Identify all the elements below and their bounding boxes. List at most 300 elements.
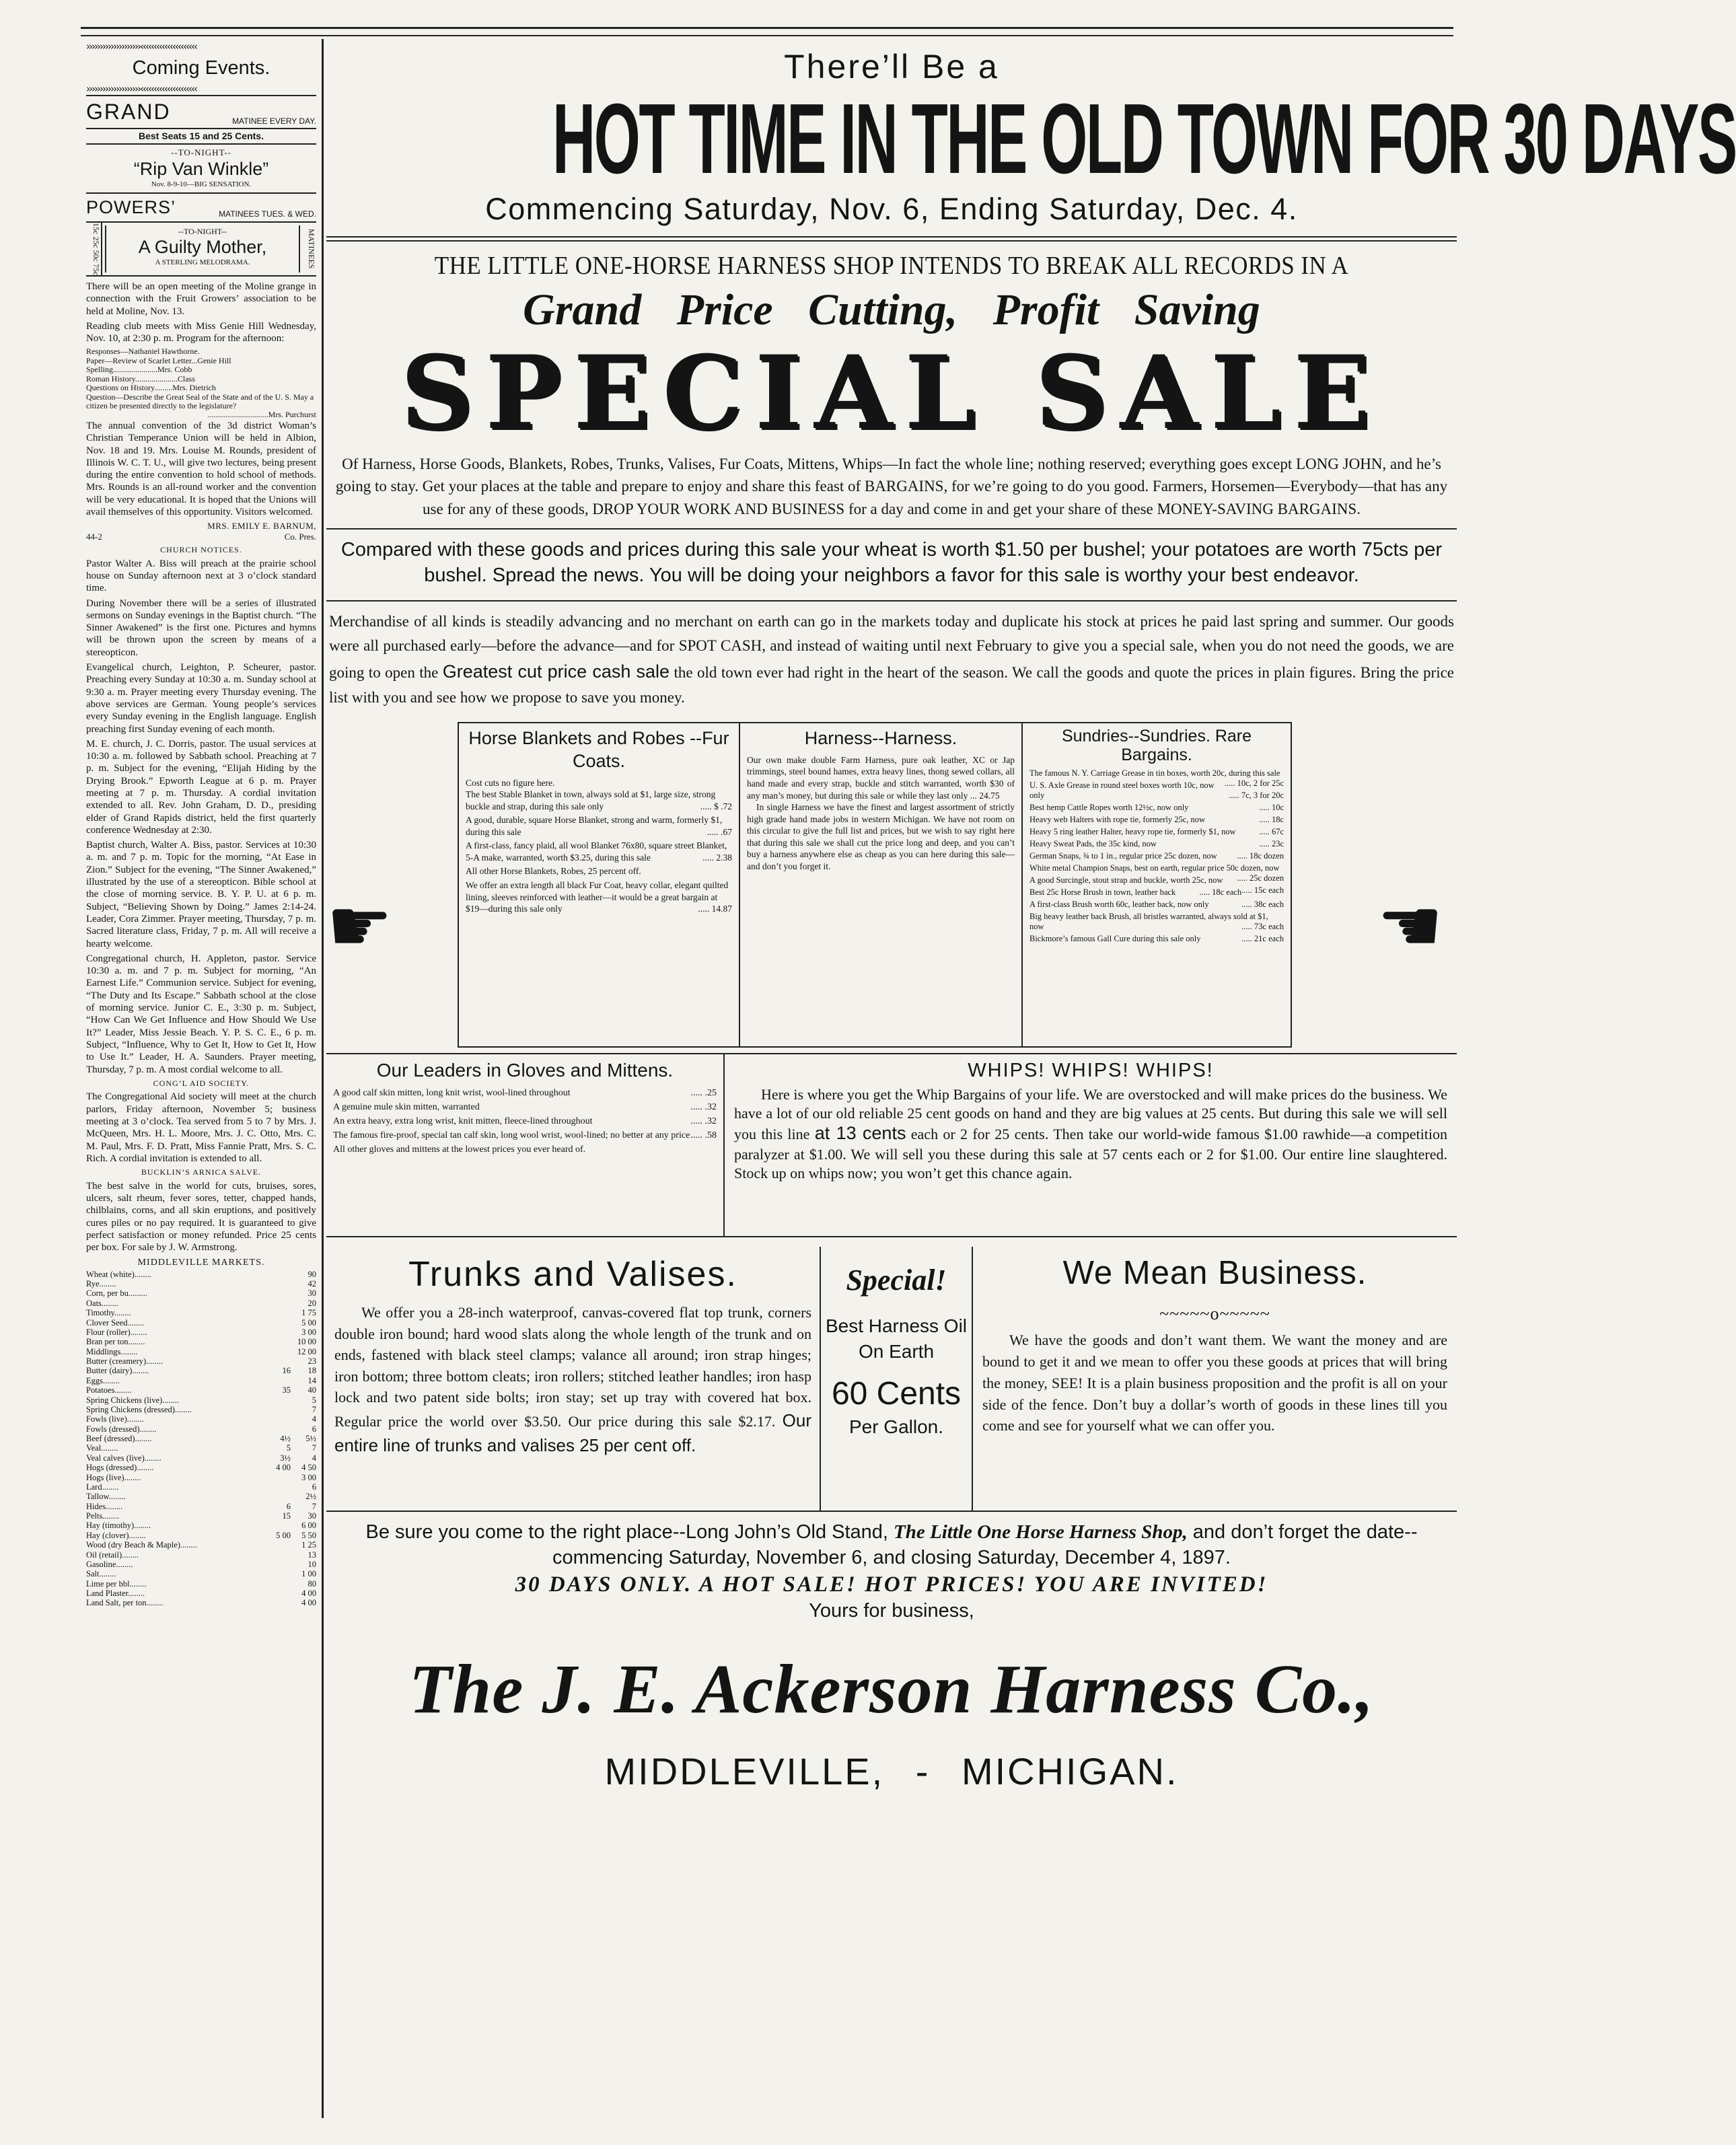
harness-p1: Our own make double Farm Harness, pure oak leather, XC or Jap trimmings, steel bound hames, extra heavy lines, thong sewed collars, all hand made and every strap, buckle and stitch warranted, worth $30 of any man’s money, but during this sale or while they last only ... 24.75 <box>747 754 1015 801</box>
whips-title: WHIPS! WHIPS! WHIPS! <box>968 1060 1214 1082</box>
market-low: 4 00 <box>276 1463 291 1473</box>
market-row <box>86 1550 316 1560</box>
play-1-note: Nov. 8-9-10—BIG SENSATION. <box>86 180 316 193</box>
blanket-item <box>466 865 732 877</box>
blankets-title: Horse Blankets and Robes --Fur Coats. <box>468 728 729 771</box>
market-item: Land Salt, per ton........ <box>86 1598 164 1608</box>
market-price: 4 <box>312 1414 316 1424</box>
market-price: 6 <box>312 1424 316 1434</box>
rule <box>326 528 1457 530</box>
wctu-title: Co. Pres. <box>284 532 316 542</box>
market-price: 7 <box>312 1404 316 1414</box>
market-price: 4 50 <box>301 1463 316 1473</box>
powers-matinee: MATINEES TUES. & WED. <box>219 209 316 219</box>
market-item: Timothy........ <box>86 1308 131 1318</box>
company-name: The J. E. Ackerson Harness Co., <box>408 1650 1375 1728</box>
market-item: Hogs (dressed)........ <box>86 1463 154 1473</box>
market-low <box>264 1492 291 1501</box>
coming-events-heading: Coming Events. <box>132 57 270 79</box>
market-low <box>264 1308 291 1317</box>
market-row <box>86 1356 316 1366</box>
gloves-title: Our Leaders in Gloves and Mittens. <box>376 1060 674 1081</box>
market-row <box>86 1521 316 1530</box>
trunks-text-body: We offer you a 28-inch waterproof, canvas-covered flat top trunk, corners double iron bound; hard wood slats along the whole length of the trunk and on ends, fastened with black steel clamps; valance all around; iron strap hinges; iron bottom; three bottom cleats; iron rollers; stitched leather handles; iron hasp lock and two patent side bolts; iron stay; set up tray with covered hat box. Regular price the world over $3.50. Our price during this sale $2.17. <box>334 1304 811 1430</box>
commencing-line: Commencing Saturday, Nov. 6, Ending Saturday, Dec. 4. <box>485 191 1298 226</box>
grange-notice: There will be an open meeting of the Moline grange in connection with the Fruit Growers’ association to be held at Moline, Nov. 13. <box>86 281 316 317</box>
sundry-item-text: Best 25c Horse Brush in town, leather back <box>1029 887 1176 898</box>
merch-text-big: Greatest cut price cash sale <box>442 661 670 682</box>
market-row <box>86 1434 316 1443</box>
sundry-item-price: ..... 73c each <box>1241 922 1284 932</box>
trunks-box <box>326 1247 821 1511</box>
grand-price-cutting-text: Grand Price Cutting, <box>523 285 958 334</box>
sundry-item-price: ..... 18c <box>1259 815 1284 825</box>
whips-text-b: each or 2 for 25 cents. Then take our world-wide famous $1.00 rawhide—a competition paralyzer at $1.00. We will sell you these during this sale at 57 cents each or 2 for $1.00. Our entire line slaughtered. Stock up on whips now; you won’t get this chance again. <box>734 1126 1448 1181</box>
aid-society-notice: The Congregational Aid society will meet at the church parlors, Friday afternoon, November 5; business meeting at 3 o’clock. Tea served from 5 to 7 by Mrs. J. McQueen, Mrs. H. L. Moore, Mrs. J. C. Otto, Mrs. C. M. Paul, Mrs. F. D. Pratt, Miss Fannie Pratt, Mrs. S. C. Rich. A cordial invitation is extended to all. <box>86 1091 316 1164</box>
grand-matinee: MATINEE EVERY DAY. <box>232 116 316 126</box>
market-price: 1 25 <box>301 1540 316 1550</box>
market-low <box>264 1424 291 1434</box>
double-rule <box>326 236 1457 242</box>
market-row <box>86 1414 316 1424</box>
besure-text-b: and don’t forget the date--commencing Saturday, November 6, and closing Saturday, December 4, 1897. <box>552 1521 1418 1568</box>
whips-text-a: Here is where you get the Whip Bargains of your life. We are overstocked and will make prices do the business. We have a lot of our old reliable 25 cent goods on hand and they are big values at 25 cents. But during this sale we will sell you this line <box>734 1086 1447 1143</box>
market-price: 2½ <box>305 1492 316 1502</box>
market-price: 4 00 <box>301 1598 316 1608</box>
market-row <box>86 1288 316 1298</box>
market-row <box>86 1560 316 1569</box>
wctu-signature: MRS. EMILY E. BARNUM, <box>207 521 316 532</box>
grand-name: GRAND <box>86 100 171 124</box>
market-row <box>86 1453 316 1463</box>
trunks-text <box>334 1302 811 1458</box>
glove-item-text: A genuine mule skin mitten, warranted <box>333 1101 480 1112</box>
market-low <box>264 1414 291 1424</box>
merchandise-paragraph <box>326 610 1457 710</box>
market-row <box>86 1511 316 1521</box>
be-sure-paragraph <box>326 1520 1457 1570</box>
market-price: 5 50 <box>301 1530 316 1540</box>
sundries-box <box>1023 722 1292 1048</box>
sundry-item <box>1029 815 1284 825</box>
sundry-item-text: German Snaps, ¾ to 1 in., regular price 25c dozen, now <box>1029 851 1217 861</box>
market-row <box>86 1376 316 1385</box>
product-boxes-row <box>326 722 1457 1048</box>
play-guilty-mother: A Guilty Mother, <box>138 237 267 258</box>
market-low <box>264 1356 291 1366</box>
wctu-notice: The annual convention of the 3d district Woman’s Christian Temperance Union will be held in Albion, Nov. 18 and 19. Mrs. Louise M. Rounds, president of Illinois W. C. T. U., will give two lectures, being present during the entire convention to hold school of methods. Mrs. Rounds is an all-round worker and the convention will be very educational. It is hoped that the Unions will avail themselves of this opportunity. Visitors welcomed. <box>86 420 316 517</box>
oil-line-1: Best Harness Oil <box>825 1315 968 1337</box>
church-notice: M. E. church, J. C. Dorris, pastor. The usual services at 10:30 a. m. followed by Sabbath school. Preaching at 7 p. m. Subject for the evening, “Elijah Hiding by the Drying Brook.” Epworth League at 6 p. m. Prayer meeting at 7 p. m. Thursday. A cordial invitation extended to all. Rev. John Graham, D. D., presiding elder of Grand Rapids district, held the first quarterly conference Wednesday at 2:30. <box>86 738 316 836</box>
sundry-item-text: U. S. Axle Grease in round steel boxes worth 10c, now only <box>1029 780 1215 801</box>
market-item: Veal calves (live)........ <box>86 1453 161 1463</box>
market-row <box>86 1598 316 1607</box>
program-item: Questions on History.........Mrs. Dietrich <box>86 383 216 393</box>
theyll-be-a: There’ll Be a <box>784 48 999 85</box>
sundry-item-text: The famous N. Y. Carriage Grease in tin boxes, worth 20c, during this sale <box>1029 768 1280 778</box>
sundry-item-price: ..... 7c, 3 for 20c <box>1229 791 1284 801</box>
grand-theater-header <box>86 95 316 125</box>
market-low <box>264 1347 291 1356</box>
intends-line: THE LITTLE ONE-HORSE HARNESS SHOP INTENDS TO BREAK ALL RECORDS IN A <box>434 251 1349 280</box>
blanket-item <box>466 789 732 812</box>
harness-p1-text: Our own make double Farm Harness, pure oak leather, XC or Jap trimmings, steel bound hames, extra heavy lines, thong sewed collars, all hand made and every strap, buckle and stitch warranted, worth $30 of any man’s money, but during this sale or while they last only <box>747 754 1015 801</box>
market-price: 23 <box>308 1356 316 1367</box>
market-item: Wheat (white)........ <box>86 1269 151 1279</box>
blanket-item-price: ..... .67 <box>707 826 732 837</box>
blanket-item <box>466 879 732 915</box>
sundry-item-text: Heavy web Halters with rope tie, formerly 25c, now <box>1029 815 1206 825</box>
blankets-list <box>466 789 732 914</box>
oil-unit: Per Gallon. <box>848 1416 944 1437</box>
sundries-title: Sundries--Sundries. Rare Bargains. <box>1061 727 1252 764</box>
market-row <box>86 1347 316 1356</box>
top-rule <box>81 27 1453 29</box>
sundry-item <box>1029 900 1284 910</box>
program-item: Paper—Review of Scarlet Letter...Genie Hill <box>86 355 231 365</box>
gloves-list <box>333 1087 717 1157</box>
besure-shop: The Little One Horse Harness Shop, <box>894 1521 1188 1543</box>
sundry-item-price: ..... 18c each <box>1199 887 1242 898</box>
blanket-item-price: ..... $ .72 <box>700 801 732 811</box>
glove-item <box>333 1116 717 1128</box>
market-price: 10 <box>308 1559 316 1569</box>
arnica-salve-heading: BUCKLIN’S ARNICA SALVE. <box>141 1167 262 1177</box>
market-item: Butter (dairy)........ <box>86 1366 149 1376</box>
market-row <box>86 1337 316 1346</box>
ornament-divider: ~~~~~o~~~~~ <box>1159 1304 1270 1324</box>
market-low: 16 <box>282 1366 291 1376</box>
sundry-item-text: Big heavy leather back Brush, all bristles warranted, always sold at $1, now <box>1029 912 1268 932</box>
market-row <box>86 1308 316 1317</box>
trunks-title: Trunks and Valises. <box>408 1255 737 1295</box>
sundry-item-text: White metal Champion Snaps, best on earth, regular price 50c dozen, now <box>1029 863 1280 873</box>
market-row <box>86 1589 316 1598</box>
reading-club-notice: Reading club meets with Miss Genie Hill Wednesday, Nov. 10, at 2:30 p. m. Program for the afternoon: <box>86 320 316 344</box>
market-low <box>264 1337 291 1346</box>
market-row <box>86 1366 316 1375</box>
business-title: We Mean Business. <box>1062 1255 1367 1292</box>
market-item: Potatoes........ <box>86 1385 132 1395</box>
glove-item-price: ..... .32 <box>690 1116 717 1126</box>
market-low <box>264 1376 291 1385</box>
gloves-box <box>326 1054 725 1236</box>
market-item: Corn, per bu......... <box>86 1288 147 1299</box>
trunks-special-business-row <box>326 1247 1457 1512</box>
matinees-side: MATINEES <box>307 229 316 269</box>
harness-title: Harness--Harness. <box>804 728 957 749</box>
sundry-item-text: Heavy Sweat Pads, the 35c kind, now <box>1029 839 1157 849</box>
aid-society-heading: CONG’L AID SOCIETY. <box>153 1078 250 1088</box>
market-row <box>86 1473 316 1482</box>
market-item: Clover Seed........ <box>86 1317 145 1328</box>
market-price: 20 <box>308 1298 316 1308</box>
market-low <box>264 1589 291 1598</box>
market-price: 4 <box>312 1453 316 1463</box>
program-item: Question—Describe the Great Seal of the State and of the U. S. May a citizen be presented directly to the legislature? <box>86 392 314 411</box>
church-notice: During November there will be a series of illustrated sermons on Sunday evenings in the Baptist church. “The Sinner Awakened” is the first one. Pictures and hymns will be thrown upon the screen by means of a stereopticon. <box>86 597 316 658</box>
market-item: Lime per bbl........ <box>86 1578 147 1589</box>
blanket-item-price: ..... 14.87 <box>698 904 732 914</box>
market-low <box>264 1540 291 1550</box>
blanket-item-text: The best Stable Blanket in town, always sold at $1, large size, strong buckle and strap, during this sale only <box>466 789 716 811</box>
whips-text <box>734 1085 1447 1182</box>
powers-theater-header <box>86 194 316 223</box>
sundry-item <box>1029 839 1284 849</box>
market-price: 6 00 <box>301 1521 316 1531</box>
market-item: Salt........ <box>86 1569 116 1579</box>
program-item: Spelling......................Mrs. Cobb <box>86 365 192 375</box>
sundry-item <box>1029 851 1284 861</box>
market-row <box>86 1492 316 1501</box>
market-low <box>264 1405 291 1414</box>
market-price: 7 <box>312 1443 316 1453</box>
sundries-list <box>1029 768 1284 944</box>
market-item: Oil (retail)........ <box>86 1550 139 1560</box>
market-low <box>264 1521 291 1530</box>
market-row <box>86 1540 316 1550</box>
sundry-item-text: Heavy 5 ring leather Halter, heavy rope tie, formerly $1, now <box>1029 827 1236 837</box>
market-low: 5 00 <box>276 1530 291 1540</box>
trunks-text-big: Our entire line of trunks and valises 25 per cent off. <box>334 1410 812 1455</box>
market-price: 13 <box>308 1550 316 1560</box>
market-item: Eggs........ <box>86 1375 120 1385</box>
market-item: Oats........ <box>86 1298 118 1308</box>
church-notice: Baptist church, Walter A. Biss, pastor. Services at 10:30 a. m. and 7 p. m. Topic for the morning, “At Ease in Zion.” Subject for the evening, “The Sinner Awakened,” illustrated by the use of a stereopticon. Bible school at the close of morning service. B. Y. P. U. at 6 p. m. Subject, “Believing Shown by Doing.” James 2:14-24. Leader, Cora Zimmer. Prayer meeting, Thursday, 7 p. m. Sacred literature class, Friday, 7 p. m. All will receive a hearty welcome. <box>86 840 316 949</box>
market-low: 6 <box>286 1501 291 1511</box>
oil-price: 60 Cents <box>831 1375 962 1412</box>
market-price: 5 <box>312 1395 316 1405</box>
market-price: 30 <box>308 1288 316 1299</box>
market-item: Lard........ <box>86 1482 119 1492</box>
market-price: 1 75 <box>301 1308 316 1318</box>
market-item: Land Plaster........ <box>86 1589 145 1599</box>
profit-saving-text: Profit Saving <box>992 285 1260 334</box>
market-item: Pelts........ <box>86 1511 120 1521</box>
market-low <box>264 1550 291 1560</box>
pointing-hand-right-icon: ☛ <box>326 883 393 970</box>
market-low: 4½ <box>280 1434 291 1444</box>
glove-item-text: A good calf skin mitten, long knit wrist, wool-lined throughout <box>333 1087 571 1098</box>
sundry-item <box>1029 934 1284 944</box>
sundry-item-text: A first-class Brush worth 60c, leather back, now only <box>1029 900 1209 910</box>
glove-item <box>333 1101 717 1114</box>
market-item: Spring Chickens (live)........ <box>86 1395 180 1405</box>
market-price: 6 <box>312 1482 316 1492</box>
market-low <box>264 1279 291 1288</box>
special-sale-banner: SPECIAL SALE <box>400 333 1383 452</box>
compared-paragraph: Compared with these goods and prices during this sale your wheat is worth $1.50 per bushel; your potatoes are worth 75cts per bushel. Spread the news. You will be doing your neighbors a favor for this sale is worthy your best endeavor. <box>340 538 1443 586</box>
arrow-border-bottom: ››››››››››››››››››››‹‹‹‹‹‹‹‹‹‹‹‹‹‹‹‹‹‹‹‹‹ <box>86 83 196 96</box>
sundry-item-price: ..... 18c dozen <box>1237 851 1284 861</box>
tonight-label-2: --TO-NIGHT-- <box>178 226 227 236</box>
blanket-item-text: All other Horse Blankets, Robes, 25 percent off. <box>466 866 641 877</box>
market-price: 40 <box>308 1385 316 1395</box>
market-low <box>264 1569 291 1578</box>
guilty-mother-box <box>86 223 316 277</box>
market-item: Rye........ <box>86 1279 116 1289</box>
market-low <box>264 1598 291 1607</box>
market-item: Middlings........ <box>86 1346 138 1356</box>
sundry-item <box>1029 912 1284 932</box>
market-price: 18 <box>308 1366 316 1376</box>
glove-item-price: ..... .25 <box>690 1087 717 1098</box>
wctu-number: 44-2 <box>86 532 102 542</box>
glove-item <box>333 1130 717 1142</box>
harness-p1-price: 24.75 <box>979 790 1000 801</box>
program-item: Roman History.....................Class <box>86 373 195 384</box>
market-row <box>86 1502 316 1511</box>
market-row <box>86 1279 316 1288</box>
market-item: Gasoline........ <box>86 1559 133 1569</box>
market-price: 80 <box>308 1578 316 1589</box>
market-low <box>264 1299 291 1308</box>
blanket-item-text: We offer an extra length all black Fur Coat, heavy collar, elegant quilted lining, sleeves reinforced with leather—it would be a great bargain at $19—during this sale only <box>466 880 729 914</box>
market-price: 3 00 <box>301 1327 316 1337</box>
program-item: ..............................Mrs. Purchurst <box>207 410 316 420</box>
grand-price-cutting <box>326 285 1457 336</box>
harness-p2: In single Harness we have the finest and largest assortment of strictly high grade hand made jobs in western Michigan. We have not room on this circular to give the full list and prices, but we wish to say right here that during this sale we shall cut the price long and deep, and you can’t buy a harness anywhere else as cheap as you can here during this sale—and don’t you forget it. <box>747 802 1015 871</box>
blanket-item <box>466 840 732 863</box>
market-row <box>86 1299 316 1308</box>
sundry-item-text: A good Surcingle, stout strap and buckle, worth 25c, now <box>1029 875 1223 885</box>
blankets-box <box>458 722 740 1048</box>
market-row <box>86 1318 316 1328</box>
glove-item <box>333 1144 717 1156</box>
market-row <box>86 1579 316 1589</box>
business-box <box>973 1247 1457 1511</box>
markets-table <box>86 1270 316 1608</box>
blanket-item-price: ..... 2.38 <box>702 852 732 863</box>
seat-prices: Best Seats 15 and 25 Cents. <box>86 128 316 145</box>
market-price: 7 <box>312 1501 316 1511</box>
rule <box>326 600 1457 602</box>
market-row <box>86 1385 316 1395</box>
sundry-item-text: Bickmore’s famous Gall Cure during this sale only <box>1029 934 1201 944</box>
play-2-note: A STERLING MELODRAMA. <box>155 258 250 267</box>
market-low: 35 <box>282 1385 291 1395</box>
market-item: Bran per ton........ <box>86 1337 145 1347</box>
reading-program <box>86 347 316 420</box>
glove-item-text: An extra heavy, extra long wrist, knit mitten, fleece-lined throughout <box>333 1116 593 1126</box>
market-item: Hay (timothy)........ <box>86 1521 151 1531</box>
yours-for-business: Yours for business, <box>809 1599 974 1622</box>
market-price: 14 <box>308 1375 316 1385</box>
church-notices-heading: CHURCH NOTICES. <box>160 545 242 555</box>
market-item: Wood (dry Beach & Maple)........ <box>86 1540 197 1550</box>
market-low <box>264 1395 291 1405</box>
sundry-item <box>1029 803 1284 813</box>
market-price: 5 00 <box>301 1317 316 1328</box>
sundry-item-text: Best hemp Cattle Ropes worth 12½c, now only <box>1029 803 1189 813</box>
market-low: 3½ <box>280 1453 291 1463</box>
sundry-item <box>1029 768 1284 789</box>
market-low <box>264 1482 291 1492</box>
church-notice: Congregational church, H. Appleton, pastor. Service 10:30 a. m. and 7 p. m. Subject for morning, “An Earnest Life.” Communion service. Subject for evening, “The Duty and Its Escape.” Sabbath school at the close of morning service. Junior C. E., 3:30 p. m. Subject, “How Can We Get Influence and How Should We Use It?” Leader, Miss Jessie Beach. Y. P. S. C. E., 6 p. m. Subject, “Influence, Why to Get It, How to Get It, How to Use It.” Leader, H. A. Saunders. Prayer meeting, Thursday, 7 p. m. A most cordial welcome to all. <box>86 953 316 1075</box>
sundry-item-price: ..... 15c each <box>1241 885 1284 896</box>
special-title: Special! <box>846 1264 947 1297</box>
arnica-salve-notice: The best salve in the world for cuts, bruises, sores, ulcers, salt rheum, fever sores, tetter, chapped hands, chilblains, corns, and all skin eruptions, and positively cures piles or no pay required. It is guaranteed to give perfect satisfaction or money refunded. Price 25 cents per box. For sale by J. W. Armstrong. <box>86 1180 316 1253</box>
sundry-item-price: ..... 10c, 2 for 25c <box>1224 778 1284 789</box>
pointing-hand-left-icon: ☚ <box>1377 883 1443 970</box>
glove-item-text: All other gloves and mittens at the lowest prices you ever heard of. <box>333 1144 586 1155</box>
program-item: Responses—Nathaniel Hawthorne. <box>86 347 200 357</box>
column-divider <box>322 39 324 2118</box>
market-row <box>86 1463 316 1472</box>
oil-line-2: On Earth <box>858 1340 935 1362</box>
market-row <box>86 1424 316 1434</box>
church-notice: Pastor Walter A. Biss will preach at the prairie school house on Sunday afternoon next at 3 o’clock standard time. <box>86 558 316 594</box>
market-low <box>264 1560 291 1569</box>
market-item: Hides........ <box>86 1501 123 1511</box>
special-oil-box <box>821 1247 973 1511</box>
markets-heading: MIDDLEVILLE MARKETS. <box>137 1257 265 1268</box>
market-price: 12 00 <box>297 1346 316 1356</box>
blankets-intro: Cost cuts no figure here. <box>466 777 555 788</box>
sundry-item-price: ..... 23c <box>1259 839 1284 849</box>
market-item: Beef (dressed)........ <box>86 1434 152 1444</box>
besure-text-a: Be sure you come to the right place--Long John’s Old Stand, <box>365 1521 888 1543</box>
market-price: 3 00 <box>301 1472 316 1482</box>
gloves-whips-row <box>326 1053 1457 1237</box>
glove-item-price: ..... .58 <box>690 1130 717 1141</box>
market-row <box>86 1395 316 1405</box>
market-low <box>264 1579 291 1589</box>
market-row <box>86 1531 316 1540</box>
powers-name: POWERS’ <box>86 196 176 217</box>
market-low: 5 <box>286 1443 291 1453</box>
market-price: 1 00 <box>301 1569 316 1579</box>
market-row <box>86 1328 316 1337</box>
market-low: 15 <box>282 1511 291 1521</box>
thirty-days-line: 30 DAYS ONLY. A HOT SALE! HOT PRICES! YOU ARE INVITED! <box>515 1572 1268 1597</box>
main-advertisement <box>326 39 1736 1793</box>
sundry-item-price: ..... 38c each <box>1241 900 1284 910</box>
market-price: 42 <box>308 1279 316 1289</box>
wctu-signature-line <box>86 532 316 542</box>
sundry-item-price: ..... 21c each <box>1241 934 1284 944</box>
market-item: Hogs (live)........ <box>86 1472 141 1482</box>
merch-text-a: Merchandise of all kinds is steadily advancing and no merchant on earth can go in the markets today and duplicate his stock at prices he paid last spring and summer. Our goods were all purchased early—before the advance—and for SPOT CASH, and instead of waiting until next February to give you a special sale, when you do not need the goods, we are going to open the <box>329 613 1454 681</box>
sundry-item-price: ..... 25c dozen <box>1237 873 1284 883</box>
play-rip-van-winkle: “Rip Van Winkle” <box>133 159 269 180</box>
blanket-item-text: A good, durable, square Horse Blanket, strong and warm, formerly $1, during this sale <box>466 815 723 837</box>
whips-text-big: at 13 cents <box>814 1123 906 1144</box>
market-low <box>264 1473 291 1482</box>
left-column <box>86 40 316 1608</box>
market-item: Fowls (live)........ <box>86 1414 144 1424</box>
glove-item <box>333 1087 717 1099</box>
market-row <box>86 1270 316 1279</box>
whips-box <box>725 1054 1457 1236</box>
market-low <box>264 1318 291 1328</box>
market-price: 30 <box>308 1511 316 1521</box>
sundry-item-price: ..... 10c <box>1259 803 1284 813</box>
hot-time-headline: HOT TIME IN THE OLD TOWN FOR 30 DAYS <box>552 83 1736 194</box>
church-notice: Evangelical church, Leighton, P. Scheurer, pastor. Preaching every Sunday at 10:30 a. m. Sunday school at 9:30 a. m. Prayer meeting every Thursday evening. The above services are German. Young people’s services every Sunday evening in the English language. English preaching first Sunday evening of each month. <box>86 662 316 735</box>
blanket-item <box>466 814 732 838</box>
glove-item-text: The famous fire-proof, special tan calf skin, long wool wrist, wool-lined; no better at any price <box>333 1130 690 1141</box>
blanket-item-text: A first-class, fancy plaid, all wool Blanket 76x80, square street Blanket, 5-A make, warranted, worth $3.25, during this sale <box>466 840 727 863</box>
market-low <box>264 1270 291 1279</box>
arrow-border-top: ››››››››››››››››››››‹‹‹‹‹‹‹‹‹‹‹‹‹‹‹‹‹‹‹‹‹ <box>86 40 196 52</box>
top-rule-2 <box>81 35 1453 36</box>
market-item: Spring Chickens (dressed)........ <box>86 1404 192 1414</box>
market-row <box>86 1405 316 1414</box>
market-price: 4 00 <box>301 1589 316 1599</box>
market-low <box>264 1288 291 1298</box>
sundry-item <box>1029 827 1284 837</box>
